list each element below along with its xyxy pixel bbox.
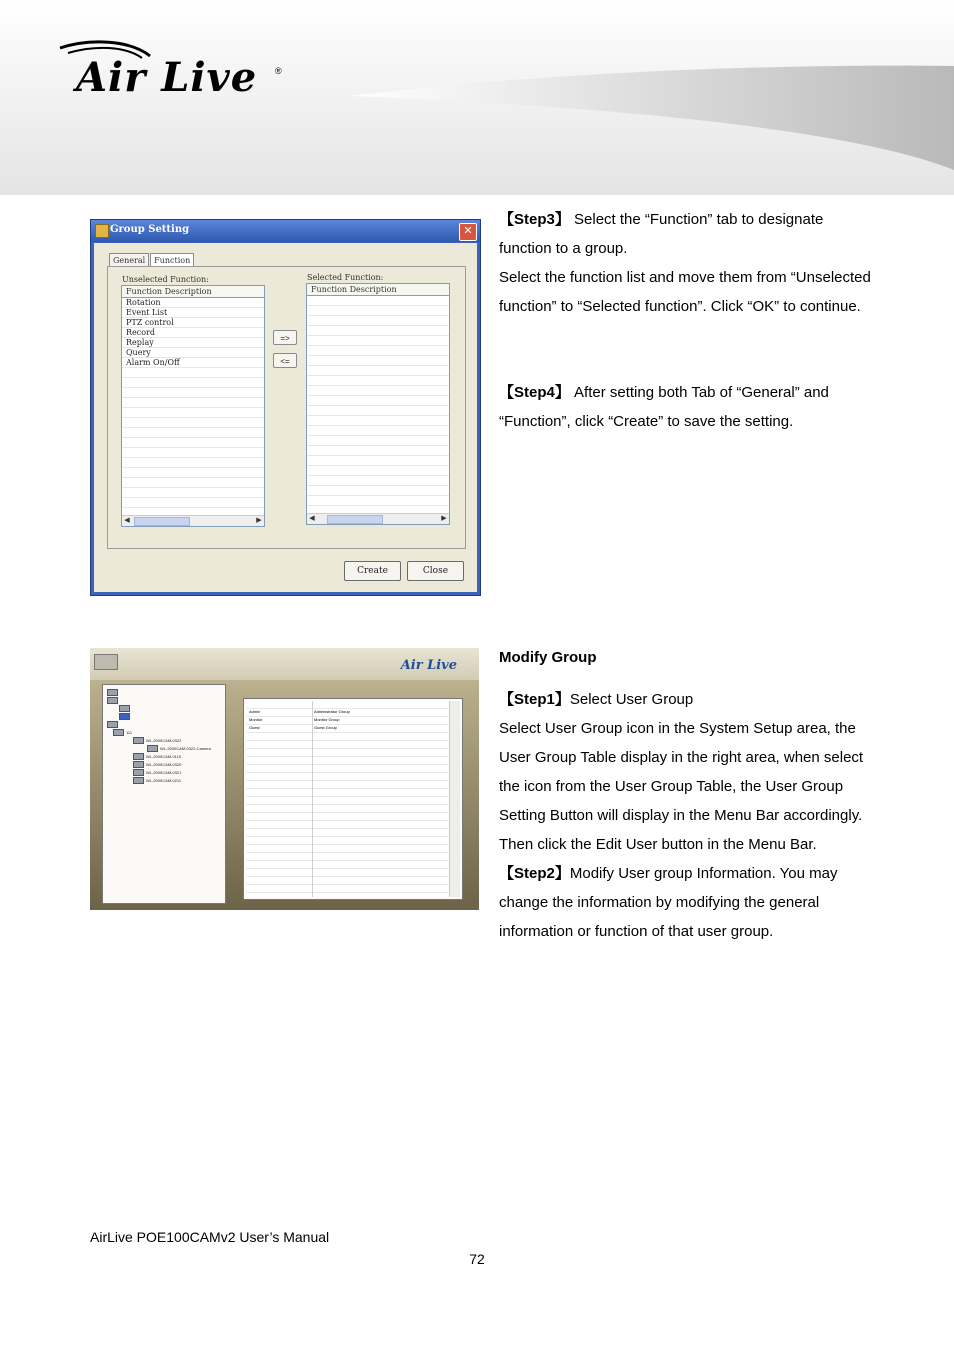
- group-name: Guest: [249, 725, 260, 730]
- tree-label: WL-2000CAM-0322-Camera: [160, 746, 211, 751]
- app-brand-logo: Air Live: [400, 658, 457, 673]
- camera-icon: [133, 761, 144, 768]
- move-left-button[interactable]: <=: [273, 353, 297, 368]
- step2-body: Modify User group Information. You may change the information by modifying the general information or function of that user group.: [499, 865, 838, 940]
- group-setting-dialog: [90, 219, 481, 596]
- step4-tag: 【Step4】: [499, 384, 570, 401]
- user-icon: [119, 705, 130, 712]
- scroll-right-icon[interactable]: ▶: [256, 517, 262, 524]
- selected-function-label: Selected Function:: [307, 273, 384, 282]
- create-button[interactable]: Create: [344, 561, 401, 581]
- list-item[interactable]: Alarm On/Off: [126, 358, 180, 367]
- step1-body: Select User Group icon in the System Setup area, the User Group Table display in the right area, when select the icon from the User Group Table, the User Group Setting Button will display in the Menu Bar accordingly. Then click the Edit User button in the Menu Bar.: [499, 720, 864, 853]
- camera-icon: [133, 769, 144, 776]
- tree-node[interactable]: [113, 729, 132, 736]
- camera-icon: [133, 753, 144, 760]
- table-row[interactable]: [246, 724, 448, 731]
- horizontal-scrollbar[interactable]: [122, 515, 264, 526]
- tab-general[interactable]: General: [109, 253, 149, 268]
- step3-body: Select the “Function” tab to designate function to a group.: [499, 211, 824, 257]
- tree-label: WL-2000CAM-0322: [146, 738, 182, 743]
- camera-icon: [133, 737, 144, 744]
- selected-rows: [307, 296, 449, 514]
- folder-icon: [107, 689, 118, 696]
- list-item[interactable]: PTZ control: [126, 318, 174, 327]
- window-app-icon: [95, 224, 109, 238]
- device-icon: [107, 721, 118, 728]
- step3-tag: 【Step3】: [499, 211, 570, 228]
- system-setup-tree: [102, 684, 226, 904]
- list-item[interactable]: Rotation: [126, 298, 161, 307]
- user-group-icon: [119, 713, 130, 720]
- tree-node-user-group[interactable]: [119, 713, 132, 720]
- tree-node[interactable]: [133, 769, 181, 776]
- management-app-screenshot: [90, 648, 479, 910]
- tree-node[interactable]: [133, 761, 181, 768]
- tree-node[interactable]: [107, 697, 120, 704]
- table-row[interactable]: [246, 716, 448, 723]
- tree-label: WL-2000CAM-0211: [146, 778, 182, 783]
- tree-label: WL-2000CAM-0321: [146, 770, 182, 775]
- step1-paragraph: [499, 685, 879, 946]
- tree-node[interactable]: [133, 753, 181, 760]
- function-tab-panel: [107, 266, 466, 549]
- step2-tag: 【Step2】: [499, 865, 570, 882]
- move-right-button[interactable]: =>: [273, 330, 297, 345]
- close-icon[interactable]: ✕: [459, 223, 477, 241]
- step4-body: After setting both Tab of “General” and “Function”, click “Create” to save the setting.: [499, 384, 829, 430]
- camera-icon: [133, 777, 144, 784]
- tree-label: 111: [126, 730, 133, 735]
- list-item[interactable]: Record: [126, 328, 155, 337]
- vertical-scrollbar[interactable]: [449, 701, 460, 897]
- scroll-thumb[interactable]: [134, 517, 190, 526]
- tree-node[interactable]: [133, 777, 181, 784]
- step4-paragraph: [499, 378, 879, 436]
- unselected-column-header[interactable]: Function Description: [122, 286, 264, 298]
- step1-tag: 【Step1】: [499, 691, 570, 708]
- table-row[interactable]: [246, 708, 448, 715]
- horizontal-scrollbar[interactable]: [307, 513, 449, 524]
- folder-icon: [107, 697, 118, 704]
- group-desc: Monitor Group: [314, 717, 340, 722]
- dialog-title: Group Setting: [110, 224, 190, 235]
- group-name: Admin: [249, 709, 261, 714]
- tab-strip: [109, 250, 195, 266]
- user-group-grid: [246, 701, 448, 897]
- group-name: Monitor: [249, 717, 263, 722]
- tab-function[interactable]: Function: [150, 253, 194, 268]
- scroll-right-icon[interactable]: ▶: [441, 515, 447, 522]
- list-item[interactable]: Replay: [126, 338, 154, 347]
- group-desc: Administrator Group: [314, 709, 350, 714]
- close-button[interactable]: Close: [407, 561, 464, 581]
- unselected-function-list[interactable]: [121, 285, 265, 527]
- unselected-function-label: Unselected Function:: [122, 275, 209, 284]
- dialog-body: [94, 243, 477, 592]
- tree-label: WL-2000CAM-0320: [146, 762, 182, 767]
- footer-manual-title: AirLive POE100CAMv2 User’s Manual: [90, 1229, 330, 1245]
- device-icon: [113, 729, 124, 736]
- app-menu-bar: [90, 648, 479, 680]
- tree-node[interactable]: [119, 705, 132, 712]
- scroll-thumb[interactable]: [327, 515, 383, 524]
- selected-column-header[interactable]: Function Description: [307, 284, 449, 296]
- scroll-left-icon[interactable]: ◀: [124, 517, 130, 524]
- selected-function-list[interactable]: [306, 283, 450, 525]
- step1-title: Select User Group: [569, 691, 694, 708]
- list-item[interactable]: Event List: [126, 308, 168, 317]
- user-group-table: [243, 698, 463, 900]
- scroll-left-icon[interactable]: ◀: [309, 515, 315, 522]
- list-item[interactable]: Query: [126, 348, 151, 357]
- group-desc: Guest Group: [314, 725, 337, 730]
- tree-node[interactable]: [147, 745, 211, 752]
- tree-node[interactable]: [133, 737, 181, 744]
- system-setup-icon[interactable]: [94, 654, 118, 670]
- registered-mark: ®: [275, 66, 282, 76]
- page-header: [0, 0, 954, 200]
- modify-group-heading: Modify Group: [499, 649, 597, 666]
- tree-node[interactable]: [107, 721, 120, 728]
- dialog-title-bar: [91, 220, 480, 242]
- step3-more: Select the function list and move them from “Unselected function” to “Selected function”. Click “OK” to continue.: [499, 269, 871, 315]
- step3-paragraph: [499, 205, 879, 321]
- tree-node[interactable]: [107, 689, 120, 696]
- page-number: 72: [469, 1251, 485, 1267]
- tree-label: WL-2000CAM-0115: [146, 754, 182, 759]
- airlive-logo: Air Live: [76, 54, 258, 101]
- camera-icon: [147, 745, 158, 752]
- unselected-rows: [122, 298, 264, 516]
